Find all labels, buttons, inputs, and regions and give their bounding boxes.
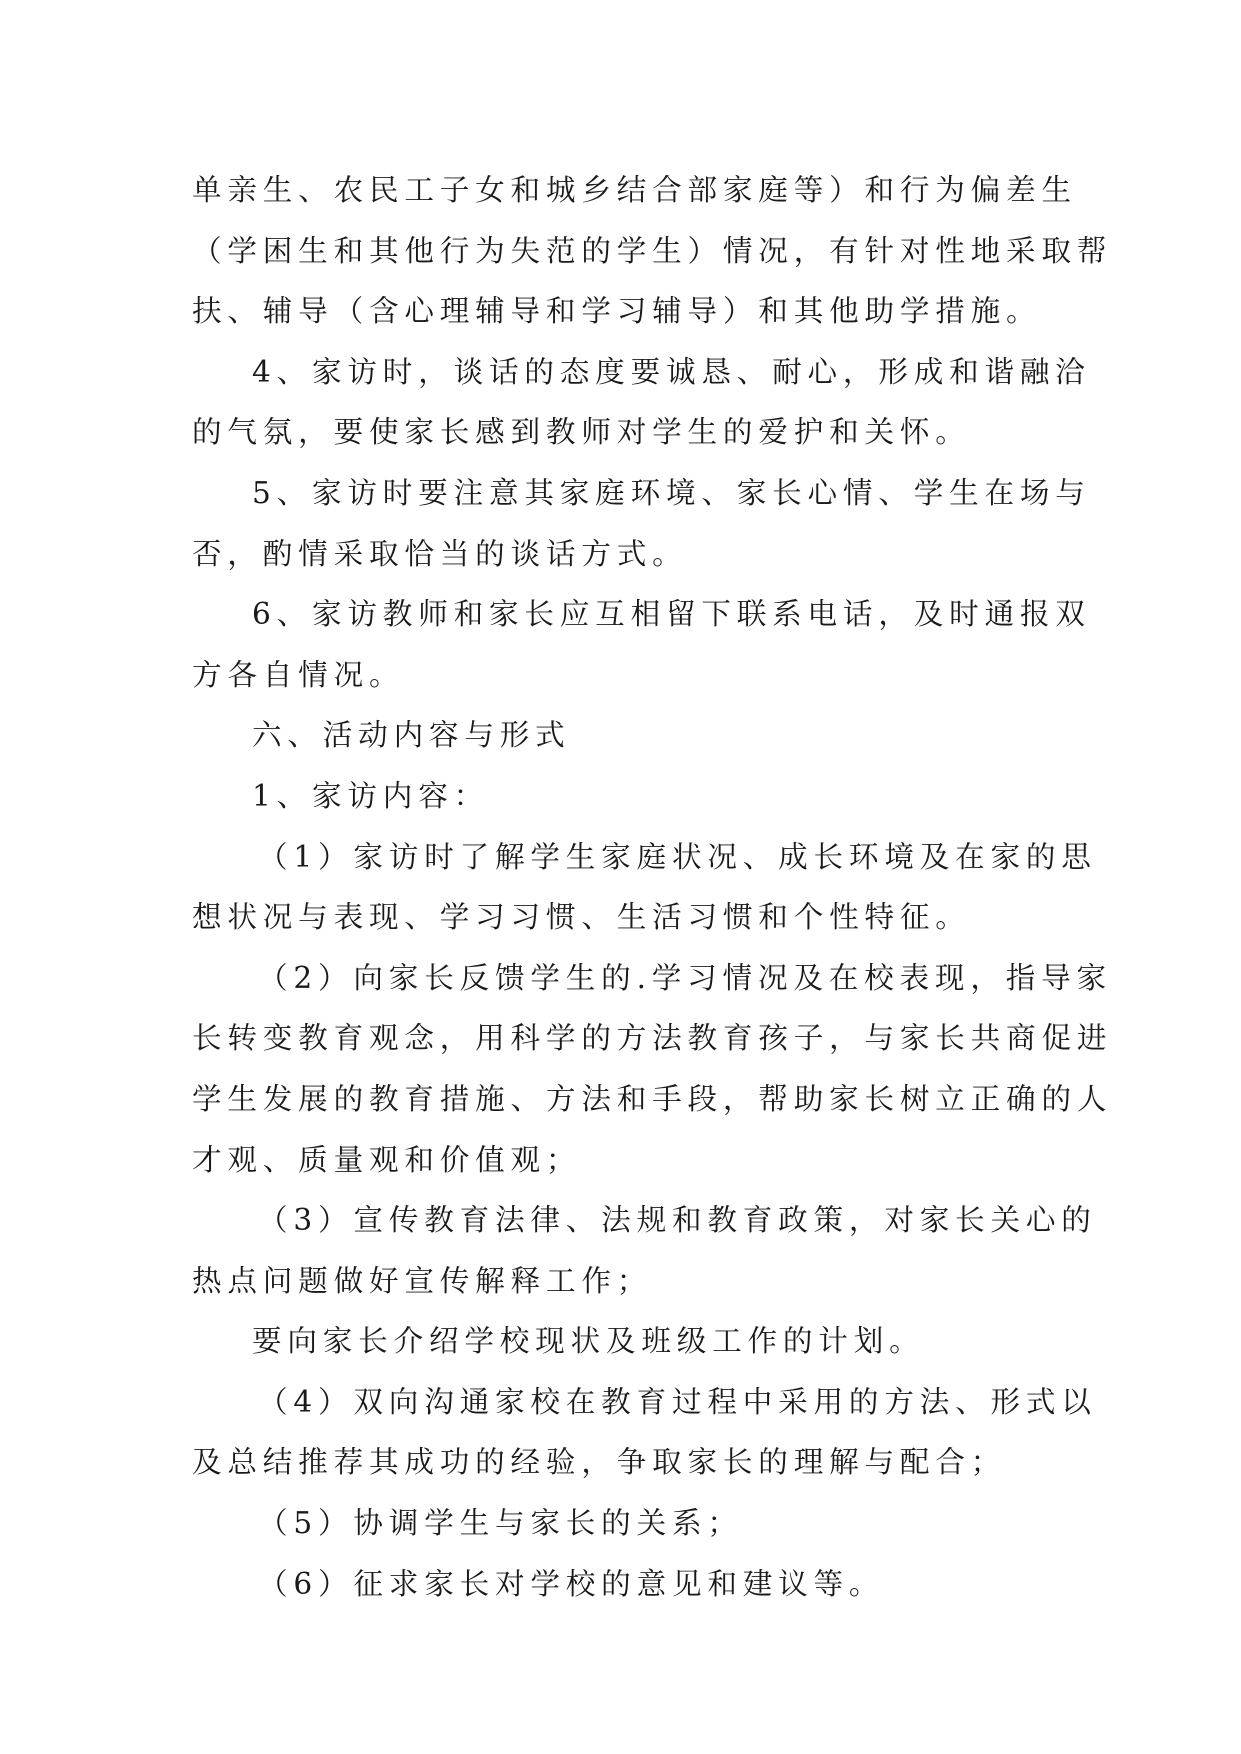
- text-line: 4、家访时，谈话的态度要诚恳、耐心，形成和谐融洽: [252, 354, 1091, 389]
- text-line: （6）征求家长对学校的意见和建议等。: [258, 1566, 885, 1601]
- subsection-heading: 1、家访内容：: [252, 778, 489, 813]
- text-line: 要向家长介绍学校现状及班级工作的计划。: [252, 1324, 925, 1359]
- text-line: 的气氛，要使家长感到教师对学生的爱护和关怀。: [192, 415, 971, 450]
- document-body: [192, 160, 1113, 1614]
- text-line: （3）宣传教育法律、法规和教育政策，对家长关心的: [258, 1203, 1097, 1238]
- text-line: （1）家访时了解学生家庭状况、成长环境及在家的思: [258, 839, 1097, 874]
- text-line: 否，酌情采取恰当的谈话方式。: [192, 536, 688, 571]
- text-line: 才观、质量观和价值观；: [192, 1142, 582, 1177]
- text-line: 热点问题做好宣传解释工作；: [192, 1263, 653, 1298]
- text-line: 学生发展的教育措施、方法和手段，帮助家长树立正确的人: [192, 1081, 1113, 1116]
- text-line: 方各自情况。: [192, 657, 405, 692]
- text-line: 想状况与表现、学习习惯、生活习惯和个性特征。: [192, 900, 971, 935]
- text-line: 单亲生、农民工子女和城乡结合部家庭等）和行为偏差生: [192, 173, 1077, 207]
- text-line: 长转变教育观念，用科学的方法教育孩子，与家长共商促进: [192, 1021, 1113, 1056]
- text-line: （4）双向沟通家校在教育过程中采用的方法、形式以: [258, 1384, 1097, 1419]
- text-line: 及总结推荐其成功的经验，争取家长的理解与配合；: [192, 1445, 1007, 1480]
- text-line: 6、家访教师和家长应互相留下联系电话，及时通报双: [252, 597, 1091, 632]
- text-line: （2）向家长反馈学生的.学习情况及在校表现，指导家: [258, 960, 1112, 995]
- text-line: （5）协调学生与家长的关系；: [258, 1506, 743, 1541]
- section-heading: 六、活动内容与形式: [252, 718, 571, 753]
- text-line: 5、家访时要注意其家庭环境、家长心情、学生在场与: [252, 475, 1091, 510]
- text-line: 扶、辅导（含心理辅导和学习辅导）和其他助学措施。: [192, 294, 1042, 329]
- text-line: （学困生和其他行为失范的学生）情况，有针对性地采取帮: [192, 233, 1113, 268]
